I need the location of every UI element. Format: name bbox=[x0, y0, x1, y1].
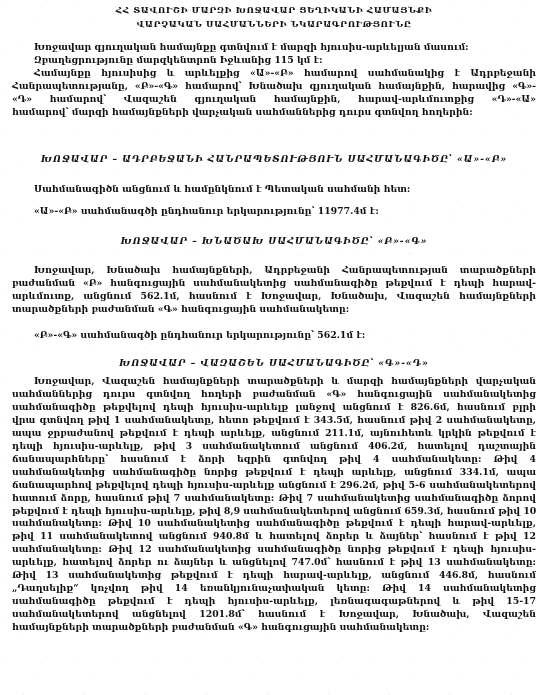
section-b-g-line: տարածքների բաժանման «Գ» հանգուցային սահմանակետը: bbox=[12, 303, 350, 315]
section-g-d-line: համայնքների տարածքների բաժանման «Գ» հանգուցային սահմանակետը: bbox=[12, 622, 430, 634]
section-g-d-line: սահմանակետը: Թիվ 10 սահմանակետից սահմանագիծը թեքվում է դեպի հարավ-արևելք, bbox=[12, 518, 536, 530]
intro-paragraph bbox=[12, 42, 536, 119]
section-g-d-line: սահմանագիծը թեքվելով դեպի հյուսիս-արևելք լանջով անցնում է 826.6մ, հասնում բլրի bbox=[12, 401, 536, 413]
section-g-d-line: հատում ձորը, հասնում թիվ 7 սահմանակետը: Թիվ 7 սահմանակետից սահմանագիծը ձորով bbox=[12, 492, 536, 504]
section-g-d-line: ճանապարհով թեքվելով դեպի հյուսիս-արևելք անցնում է 296.2մ, թիվ 5-6 սահմանակետերով bbox=[12, 479, 536, 491]
intro-line: Զբաղեցրությունը մարզկենտրոն Իջևանից 115 կմ է: bbox=[34, 54, 323, 66]
section-g-d-line: թիվ 11 սահմանակետով անցնում 940.8մ և հատելով ձորեր և ձայներ՝ հասնում է թիվ 12 bbox=[12, 531, 536, 543]
section-b-g-length: «Բ»-«Գ» սահմանագծի ընդհանուր երկարությունը՝ 562.1մ է: bbox=[34, 330, 366, 341]
section-g-d-paragraph bbox=[12, 376, 536, 635]
section-g-d-line: դեպի հյուսիս-արևելք, թիվ 3 սահմանակետում անցնում 406.2մ, հատելով դաշտային bbox=[12, 440, 536, 452]
section-b-g-line: բաժանման «Բ» հանգուցային սահմանակետից սահմանագիծը թեքվում է դեպի հարավ- bbox=[12, 277, 536, 289]
section-g-d-line: արևելք, հատելով ձորեր ու ձայներ և անցնելով 747.0մ՝ հասնում է թիվ 13 սահմանակետը: bbox=[12, 557, 536, 569]
section-g-d-line: սահմանակետից սահմանագիծը նորից թեքվում է դեպի արևելք, անցնում 334.1մ, ապա bbox=[12, 466, 536, 478]
section-g-d-line: Թիվ 13 սահմանակետից թեքվում է դեպի հարավ-արևելք, անցնում 446.8մ, հասնում bbox=[12, 570, 536, 582]
section-g-d-line: ճանապարհները՝ հասնում է ձորի եզրին գտնվող թիվ 4 սահմանակետը: Թիվ 4 bbox=[12, 453, 536, 465]
section-g-d-line: սահմանակետը: Թիվ 12 սահմանակետից սահմանագիծը նորից թեքվում է դեպի հյուսիս- bbox=[12, 544, 536, 556]
section-b-g-line: արևմուտք, անցնում 562.1մ, հասնում է Խոջավար, Խնածախ, Վազաշեն համայնքների bbox=[12, 290, 536, 302]
section-g-d-line: սահմանակետերով անցնելով 1201.8մ՝ հասնում է Խոջավար, Խնածախ, Վազաշեն bbox=[12, 609, 536, 621]
section-g-d-line: Խոջավար, Վազաշեն համայնքների տարածքների և մարզի համայնքների վարչական bbox=[34, 376, 536, 387]
section-g-d-line: „Դաղսելիք“ կոչվող թիվ 14 եռանկյունաչափական կետը: Թիվ 14 սահմանակետից bbox=[12, 583, 536, 595]
section-title-a-b: ԽՈՋԱՎԱՐ – ԱԴՐԲԵՋԱՆԻ ՀԱՆՐԱՊԵՏՈՒԹՅՈՒՆ ՍԱՀՄԱՆԱԳԻԾԸ՝ «Ա»-«Բ» bbox=[40, 154, 508, 165]
section-g-d-line: ապա ջրբաժանով թեքվում է դեպի արևելք, անցնում 211.1մ, այնուհետև կրկին թեքվում է bbox=[12, 427, 536, 439]
section-g-d-line: թեքվում է դեպի հյուսիս-արևելք, թիվ 8,9 սահմանակետերով անցնում 659.3մ, հասնում թիվ 10 bbox=[12, 505, 536, 517]
section-g-d-line: սահմանագիծը թեքվում է դեպի հյուսիս-արևելք, լեռնագագաթներով և թիվ 15-17 bbox=[12, 596, 536, 608]
section-b-g-paragraph bbox=[12, 265, 536, 317]
section-a-b-description: Սահմանագիծն անցնում և համընկնում է Պետական սահմանի հետ: bbox=[34, 184, 411, 195]
section-title-b-g: ԽՈՋԱՎԱՐ – ԽՆԱԾԱԽ ՍԱՀՄԱՆԱԳԻԾԸ՝ «Բ»-«Գ» bbox=[120, 236, 428, 247]
section-b-g-line: Խոջավար, Խնածախ համայնքների, Ադրբեջանի Հանրապետության տարածքների bbox=[34, 265, 536, 276]
intro-line: Համայնքը հյուսիսից և արևելքից «Ա»-«Բ» համարով սահմանակից է Ադրբեջանի bbox=[34, 67, 536, 79]
section-g-d-line: սահմաններից դուրս գտնվող հողերի բաժանման «Գ» հանգուցային սահմանակետից bbox=[12, 388, 536, 400]
intro-line: Խոջավար գյուղական համայնքը գտնվում է մարզի հյուսիս-արևելյան մասում: bbox=[34, 42, 469, 53]
document-header-line-1: ՀՀ ՏԱՎՈՒՇԻ ՄԱՐԶԻ ԽՈՋԱՎԱՐ ՑԵՂԻԿԱՆԻ ՀԱՄԱՅՆՔԻ bbox=[115, 6, 433, 16]
section-title-g-d: ԽՈՋԱՎԱՐ – ՎԱԶԱՇԵՆ ՍԱՀՄԱՆԱԳԻԾԸ՝ «Գ»-«Դ» bbox=[119, 358, 429, 369]
intro-line: Հանրապետությանը, «Բ»-«Գ» համարով՝ Խնածախ գյուղական համայնքին, հարավից «Գ»- bbox=[12, 80, 536, 92]
intro-line: համարով՝ մարզի համայնքների վարչական սահմաններից դուրս գտնվող հողերին: bbox=[12, 106, 473, 118]
intro-line: «Դ» համարով՝ Վազաշեն գյուղական համայնքին, հարավ-արևմուտքից «Դ»-«Ա» bbox=[12, 93, 536, 105]
section-a-b-length: «Ա»-«Բ» սահմանագծի ընդհանուր երկարությունը՝ 11977.4մ է: bbox=[34, 206, 379, 217]
document-header-line-2: ՎԱՐՉԱԿԱՆ ՍԱՀՄԱՆՆԵՐԻ ՆԿԱՐԱԳՐՈՒԹՅՈՒՆԸ bbox=[136, 20, 412, 30]
section-g-d-line: վրա գտնվող թիվ 1 սահմանակետը, հետո թեքվում է 343.5մ, հասնում թիվ 2 սահմանակետը, bbox=[12, 414, 536, 426]
